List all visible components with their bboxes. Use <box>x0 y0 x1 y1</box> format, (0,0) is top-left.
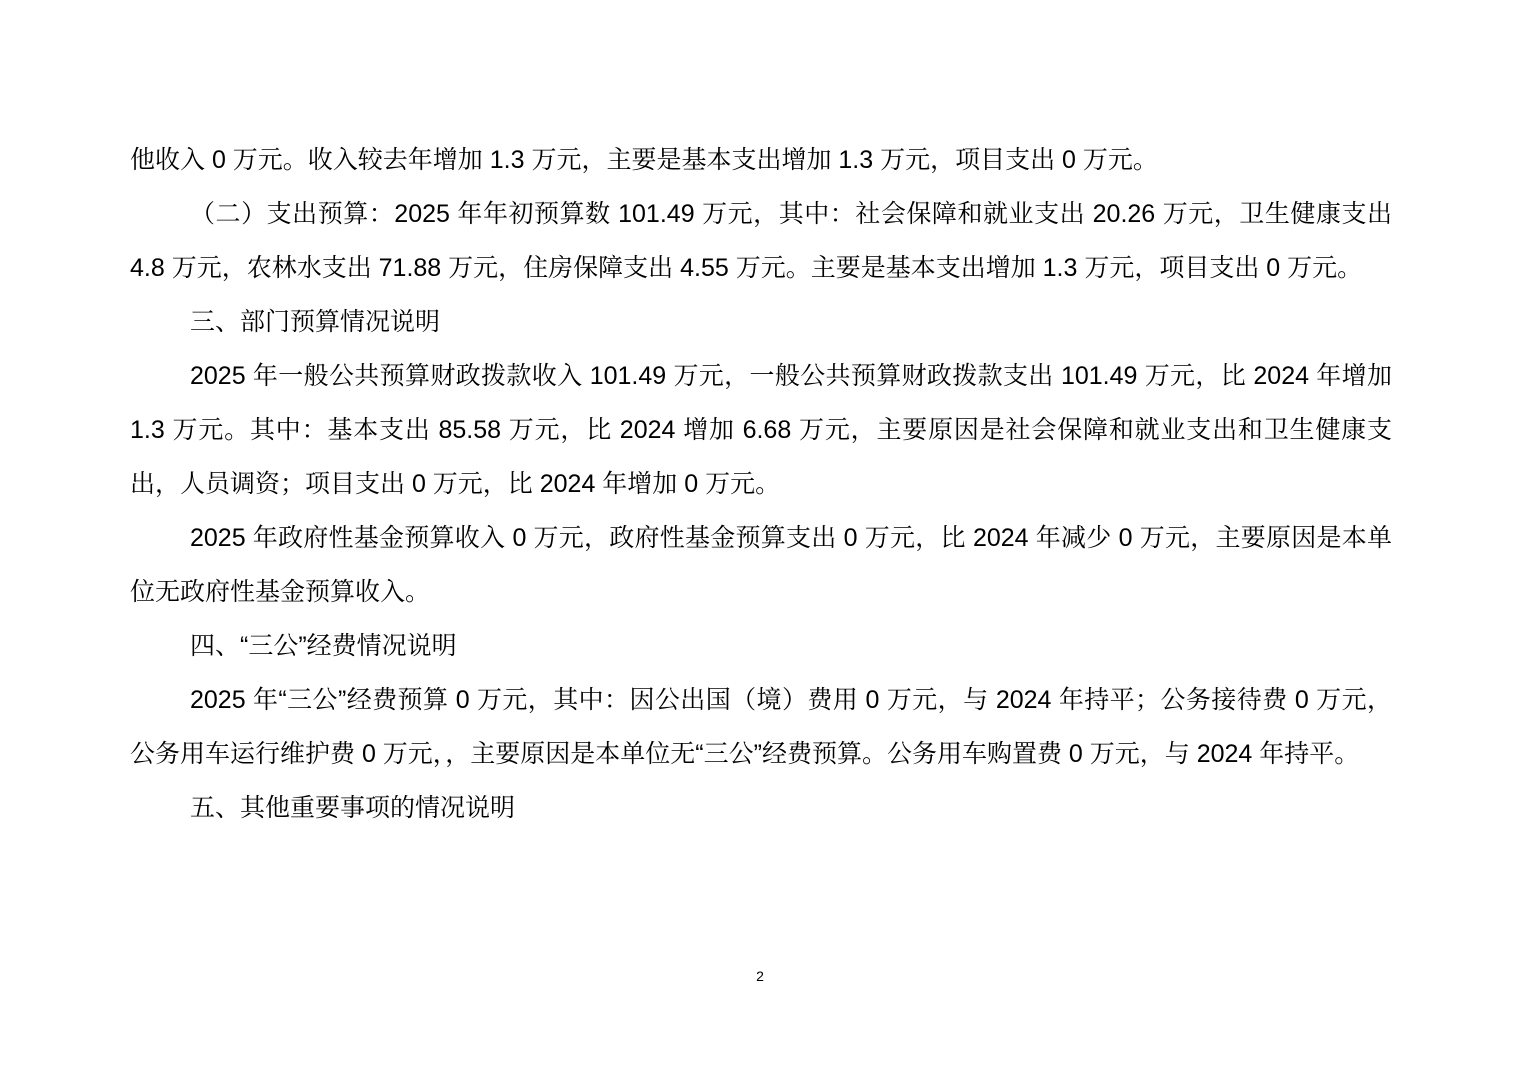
paragraph-general-public-budget: 2025 年一般公共预算财政拨款收入 101.49 万元，一般公共预算财政拨款支出 101.49 万元，比 2024 年增加 1.3 万元。其中：基本支出 85.58 万元，比 2024 增加 6.68 万元，主要原因是社会保障和就业支出和卫生健康支出，人员调资；项目支出 0 万元，比 2024 年增加 0 万元。 <box>130 362 1392 498</box>
paragraph-expenditure-budget: （二）支出预算：2025 年年初预算数 101.49 万元，其中：社会保障和就业支出 20.26 万元，卫生健康支出 4.8 万元，农林水支出 71.88 万元，住房保障支出 4.55 万元。主要是基本支出增加 1.3 万元，项目支出 0 万元。 <box>130 200 1392 282</box>
section-heading-other-matters: 五、其他重要事项的情况说明 <box>190 794 516 822</box>
paragraph-three-public-expenses: 2025 年“三公”经费预算 0 万元，其中：因公出国（境）费用 0 万元，与 2024 年持平；公务接待费 0 万元，公务用车运行维护费 0 万元，，主要原因是本单位无“三公”经费预算。公务用车购置费 0 万元，与 2024 年持平。 <box>130 686 1392 768</box>
section-heading-department-budget: 三、部门预算情况说明 <box>190 308 441 336</box>
page-number: 2 <box>756 968 764 984</box>
document-body <box>130 133 1392 835</box>
paragraph-government-fund-budget: 2025 年政府性基金预算收入 0 万元，政府性基金预算支出 0 万元，比 2024 年减少 0 万元，主要原因是本单位无政府性基金预算收入。 <box>130 524 1392 606</box>
section-heading-three-public-expenses: 四、“三公”经费情况说明 <box>190 632 457 660</box>
paragraph-income-continued: 他收入 0 万元。收入较去年增加 1.3 万元，主要是基本支出增加 1.3 万元，项目支出 0 万元。 <box>130 146 1158 174</box>
